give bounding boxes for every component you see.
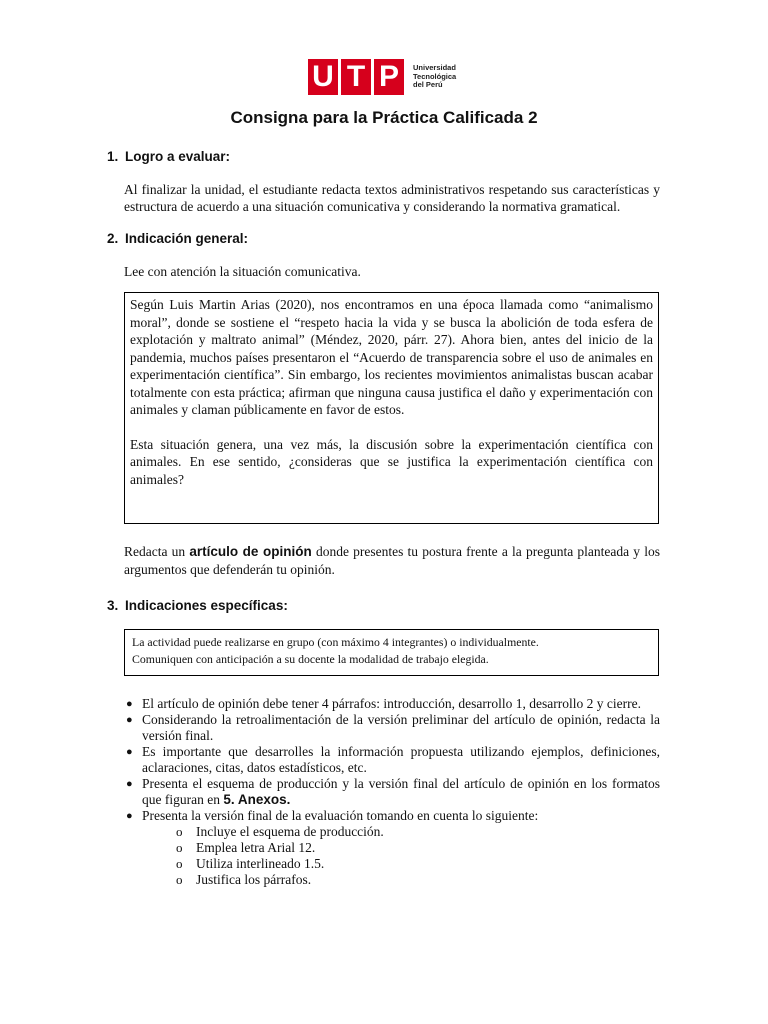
section-1-number: 1.: [107, 149, 119, 164]
sub-list-item: [142, 840, 660, 856]
list-item: [124, 808, 660, 888]
task-text-pre: Redacta un: [124, 544, 190, 559]
bullet-icon: ●: [126, 810, 133, 822]
sub-list-item: [142, 872, 660, 888]
situation-paragraph-2: Esta situación genera, una vez más, la discusión sobre la experimentación científica con animales. En ese sentido, ¿consideras que se justifica la experimentación científica con animales?: [130, 436, 653, 487]
bullet-icon: ●: [126, 746, 133, 758]
logo-letters: [308, 59, 407, 95]
section-3-title: Indicaciones específicas:: [125, 598, 288, 613]
section-3-heading: [107, 598, 288, 613]
bullet-icon: ●: [126, 714, 133, 726]
modality-line-2: Comuniquen con anticipación a su docente la modalidad de trabajo elegida.: [132, 652, 489, 666]
logo-letter-u: U: [308, 59, 338, 95]
logo-line-3: del Perú: [413, 80, 443, 90]
bullet-icon: ●: [126, 778, 133, 790]
section-2-title: Indicación general:: [125, 231, 249, 246]
section-1-heading: [107, 149, 230, 164]
logo-line-2: Tecnológica: [413, 71, 457, 81]
section-2-heading: [107, 231, 248, 246]
page-title: Consigna para la Práctica Calificada 2: [230, 108, 538, 127]
specific-instructions-list: [124, 696, 660, 888]
format-requirements-list: [142, 824, 660, 888]
sub-list-item: [142, 824, 660, 840]
list-item: [124, 696, 660, 712]
section-1-title: Logro a evaluar:: [125, 149, 231, 164]
utp-logo: [308, 59, 456, 95]
list-item-text: El artículo de opinión debe tener 4 párrafos: introducción, desarrollo 1, desarrollo 2 y cierre.: [142, 696, 641, 711]
bullet-icon: ●: [126, 698, 133, 710]
circle-bullet-icon: o: [176, 872, 183, 887]
circle-bullet-icon: o: [176, 856, 183, 871]
logo-letter-p: P: [374, 59, 404, 95]
task-instruction: [124, 543, 660, 579]
sub-list-item: [142, 856, 660, 872]
sub-list-item-text: Justifica los párrafos.: [196, 872, 312, 887]
circle-bullet-icon: o: [176, 824, 183, 839]
situation-box: [124, 292, 659, 524]
situation-paragraph-1: Según Luis Martin Arias (2020), nos encontramos en una época llamada como “animalismo moral”, donde se sostiene el “respeto hacia la vida y se busca la abolición de toda esfera de explotación y maltrato animal” (Méndez, 2020, párr. 27). Ahora bien, antes del inicio de la pandemia, muchos países presentaron el “Acuerdo de transparencia sobre el uso de animales en experimentación científica”. Sin embargo, los recientes movimientos animalistas buscan acabar totalmente con esta práctica; afirman que ninguna causa justifica el daño y experimentación con animales y claman públicamente en favor de estos.: [130, 297, 653, 417]
logo-letter-t: T: [341, 59, 371, 95]
list-item-text: Es importante que desarrolles la información propuesta utilizando ejemplos, definiciones, aclaraciones, citas, datos estadísticos, etc.: [142, 744, 660, 775]
list-item: [124, 776, 660, 808]
modality-box: [124, 629, 659, 676]
section-1-text: Al finalizar la unidad, el estudiante redacta textos administrativos respetando sus características y estructura de acuerdo a una situación comunicativa y considerando la normativa gramatical.: [124, 182, 660, 214]
logo-line-1: Universidad: [413, 63, 456, 73]
list-item: [124, 744, 660, 776]
list-item-text: Considerando la retroalimentación de la versión preliminar del artículo de opinión, redacta la versión final.: [142, 712, 660, 743]
annex-reference: 5. Anexos.: [223, 792, 291, 807]
modality-line-1: La actividad puede realizarse en grupo (con máximo 4 integrantes) o individualmente.: [132, 635, 539, 649]
sub-list-item-text: Emplea letra Arial 12.: [196, 840, 316, 855]
circle-bullet-icon: o: [176, 840, 183, 855]
sub-list-item-text: Incluye el esquema de producción.: [196, 824, 384, 839]
list-item-text: Presenta la versión final de la evaluación tomando en cuenta lo siguiente:: [142, 808, 539, 823]
section-3-number: 3.: [107, 598, 119, 613]
logo-university-name: [413, 64, 456, 90]
section-2-intro: Lee con atención la situación comunicativa.: [124, 264, 361, 279]
list-item-text: Presenta el esquema de producción y la versión final del artículo de opinión en los formatos que figuran en: [142, 776, 660, 807]
list-item: [124, 712, 660, 744]
task-text-bold: artículo de opinión: [189, 544, 312, 559]
task-text-post: donde presentes tu postura frente a la pregunta planteada y los argumentos que defenderán tu opinión.: [124, 544, 660, 577]
section-2-number: 2.: [107, 231, 119, 246]
sub-list-item-text: Utiliza interlineado 1.5.: [196, 856, 325, 871]
